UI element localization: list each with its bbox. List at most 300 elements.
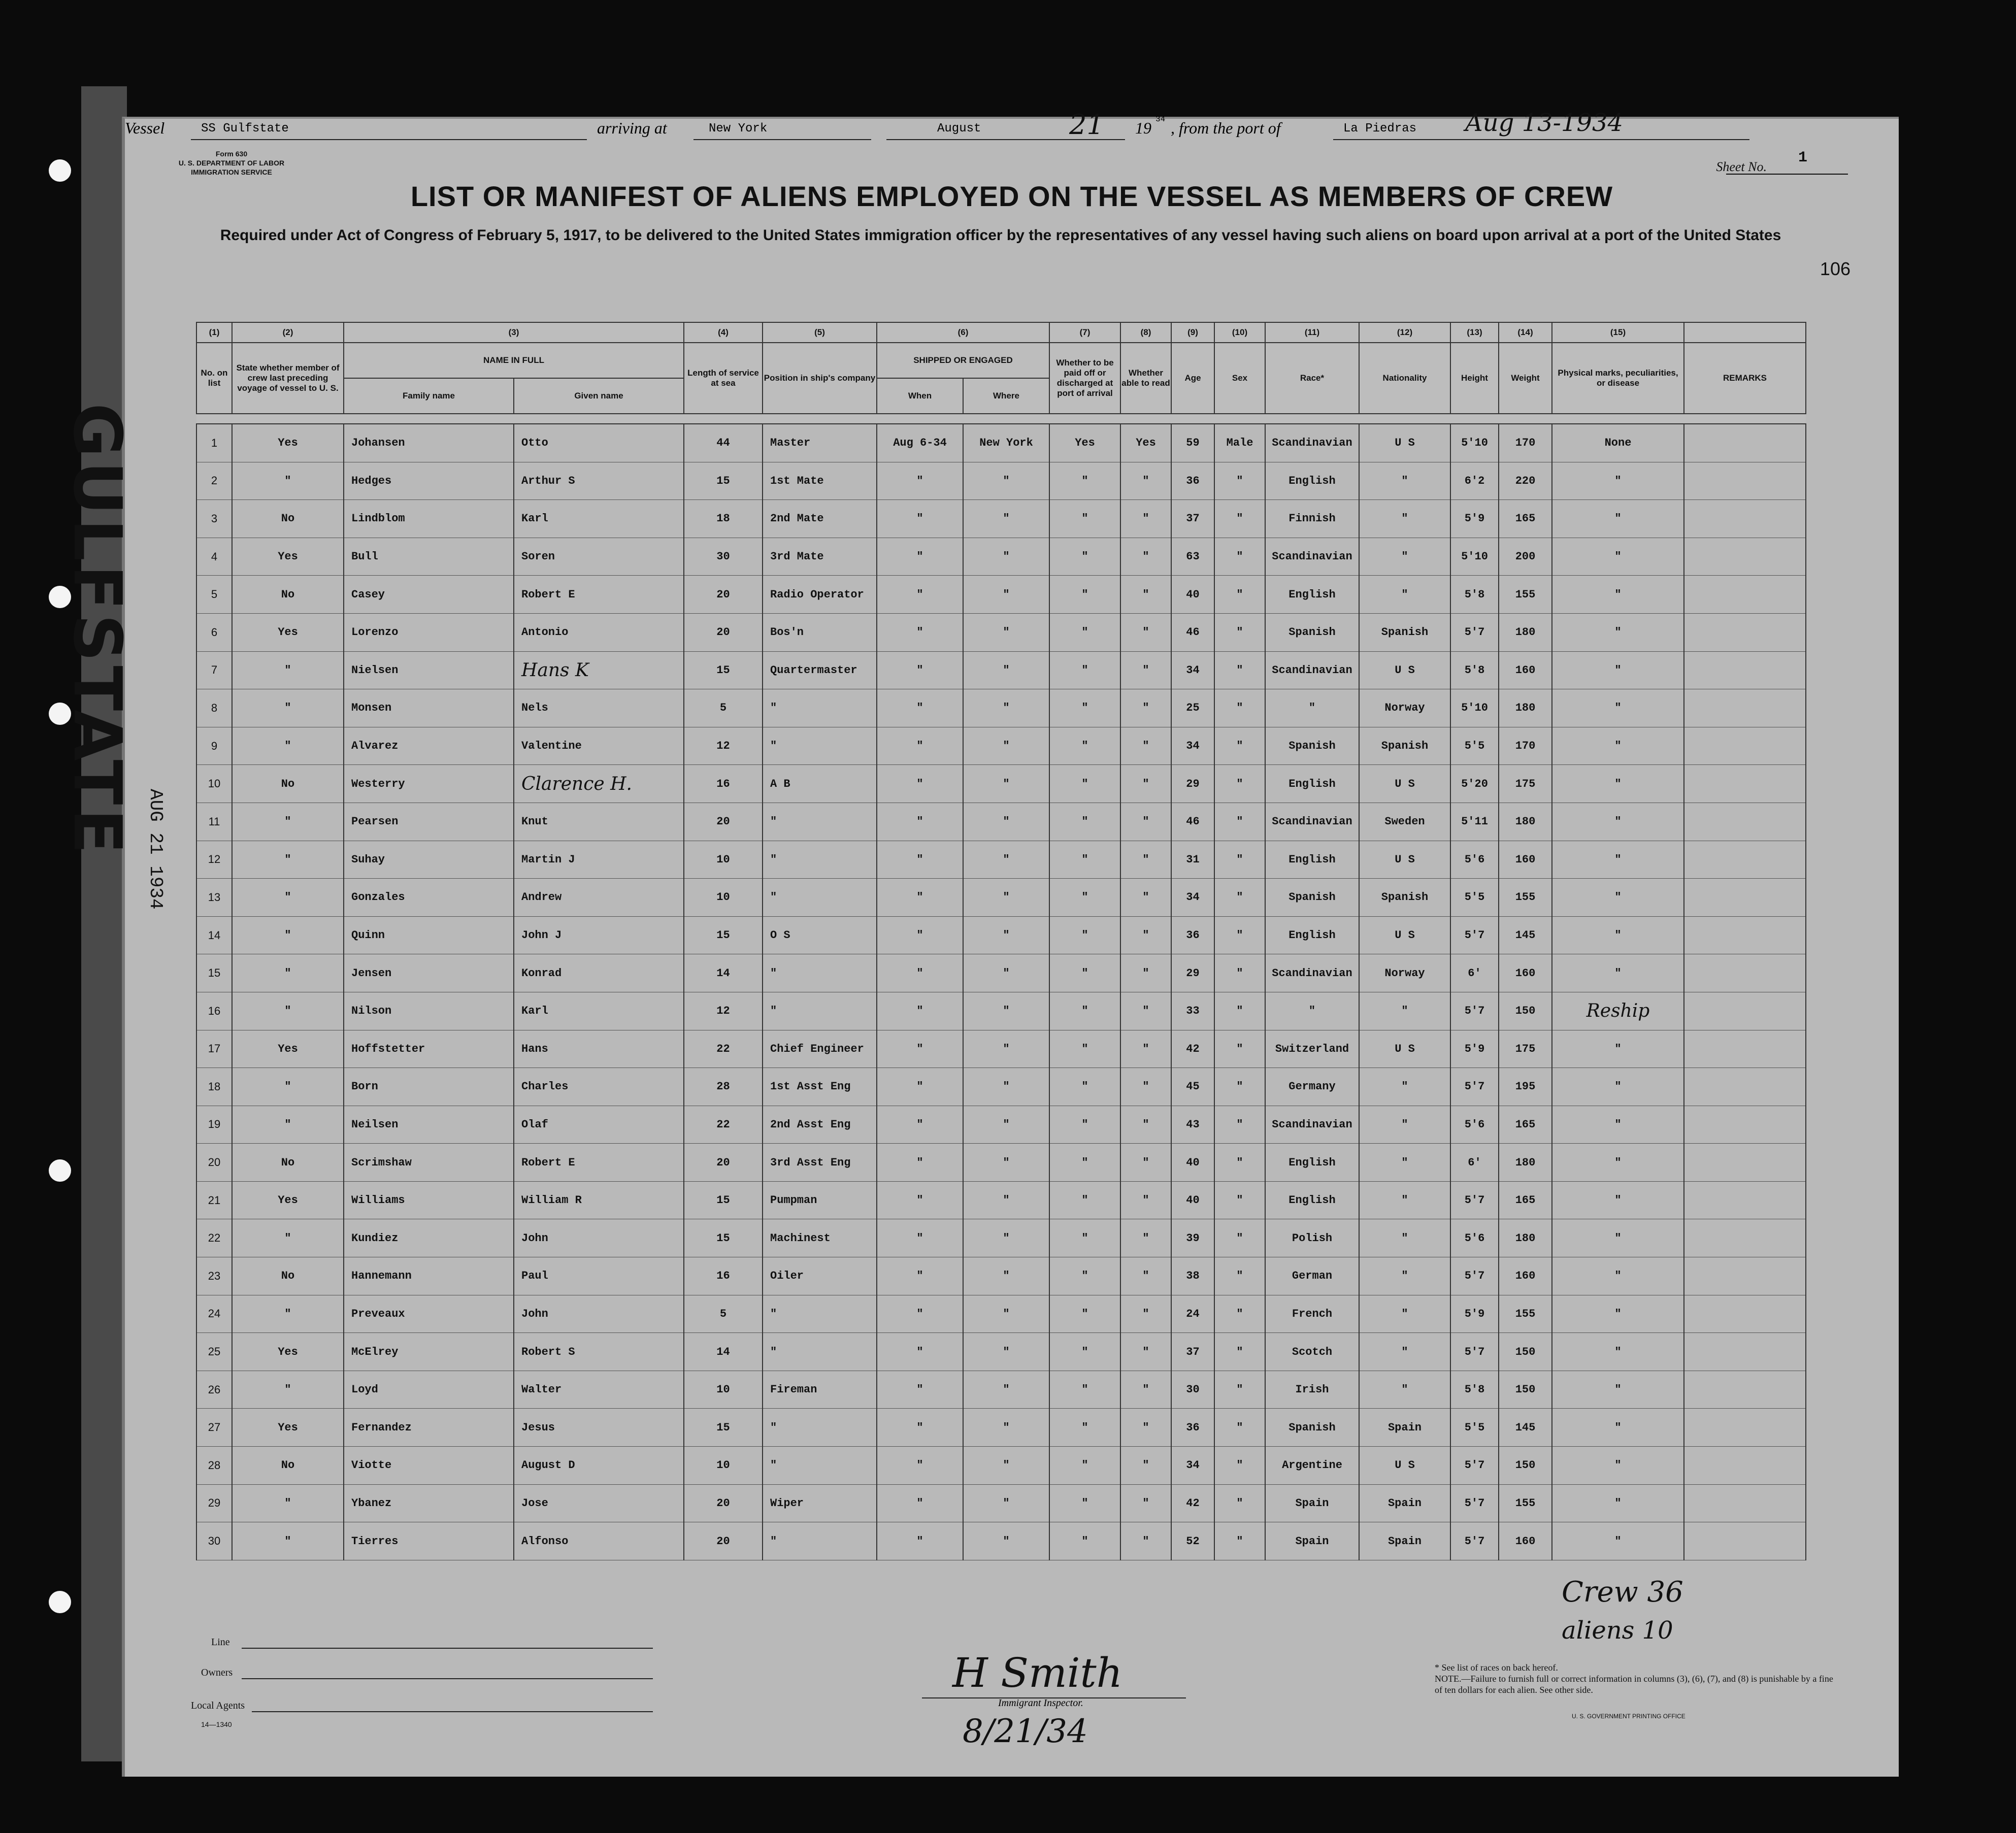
cell-length-of-service: 10 <box>684 841 763 879</box>
col15-number: (15) <box>1552 322 1684 343</box>
cell-height: 5'8 <box>1450 651 1499 689</box>
cell-remarks <box>1684 916 1806 954</box>
cell-position: 3rd Mate <box>763 538 877 576</box>
cell-height: 5'7 <box>1450 613 1499 651</box>
col9-number: (9) <box>1171 322 1214 343</box>
cell-family-name: Quinn <box>344 916 514 954</box>
cell-previous-voyage: " <box>232 462 344 500</box>
cell-position: Radio Operator <box>763 576 877 614</box>
cell-race: Scandinavian <box>1265 954 1359 992</box>
cell-paid-off: " <box>1049 879 1120 917</box>
cell-length-of-service: 15 <box>684 916 763 954</box>
cell-sex: " <box>1214 1409 1265 1447</box>
cell-previous-voyage: " <box>232 1295 344 1333</box>
cell-length-of-service: 12 <box>684 727 763 765</box>
crew-row <box>196 1068 1806 1106</box>
cell-able-to-read: " <box>1120 765 1171 803</box>
crew-rows <box>196 424 1806 1560</box>
cell-given-name: Charles <box>514 1068 684 1106</box>
cell-position: " <box>763 689 877 727</box>
cell-age: 31 <box>1171 841 1214 879</box>
cell-race: English <box>1265 765 1359 803</box>
cell-physical-marks: " <box>1552 1181 1684 1219</box>
cell-physical-marks: " <box>1552 879 1684 917</box>
cell-shipped-where: " <box>963 651 1049 689</box>
cell-age: 25 <box>1171 689 1214 727</box>
cell-sex: " <box>1214 992 1265 1030</box>
cell-remarks <box>1684 1371 1806 1409</box>
header-family-name: Family name <box>344 378 514 414</box>
punch-hole <box>49 159 71 182</box>
cell-nationality: Sweden <box>1359 803 1450 841</box>
cell-length-of-service: 20 <box>684 613 763 651</box>
arrival-month: August <box>937 122 981 136</box>
cell-physical-marks: " <box>1552 1257 1684 1295</box>
cell-weight: 150 <box>1499 1333 1552 1371</box>
cell-able-to-read: " <box>1120 1409 1171 1447</box>
form-number: Form 630 <box>215 150 248 158</box>
cell-shipped-where: " <box>963 689 1049 727</box>
crew-row <box>196 879 1806 917</box>
cell-height: 5'10 <box>1450 689 1499 727</box>
cell-sex: " <box>1214 1106 1265 1144</box>
cell-nationality: Spain <box>1359 1409 1450 1447</box>
cell-list-number: 3 <box>196 500 232 538</box>
cell-family-name: Born <box>344 1068 514 1106</box>
crew-row <box>196 1106 1806 1144</box>
cell-age: 40 <box>1171 576 1214 614</box>
cell-family-name: Nielsen <box>344 651 514 689</box>
cell-paid-off: " <box>1049 576 1120 614</box>
cell-family-name: Westerry <box>344 765 514 803</box>
cell-shipped-when: " <box>877 1257 963 1295</box>
vessel-name: SS Gulfstate <box>201 122 289 136</box>
cell-physical-marks: " <box>1552 1295 1684 1333</box>
cell-previous-voyage: " <box>232 879 344 917</box>
cell-list-number: 17 <box>196 1030 232 1068</box>
cell-race: German <box>1265 1257 1359 1295</box>
punch-hole <box>49 1591 71 1613</box>
form-code: 14—1340 <box>201 1720 232 1728</box>
crew-row <box>196 916 1806 954</box>
cell-shipped-when: " <box>877 1371 963 1409</box>
cell-physical-marks: " <box>1552 500 1684 538</box>
cell-remarks <box>1684 1219 1806 1257</box>
cell-shipped-where: " <box>963 1030 1049 1068</box>
cell-length-of-service: 16 <box>684 765 763 803</box>
cell-remarks <box>1684 841 1806 879</box>
cell-previous-voyage: Yes <box>232 613 344 651</box>
cell-remarks <box>1684 1144 1806 1182</box>
cell-sex: " <box>1214 1447 1265 1485</box>
cell-sex: " <box>1214 1219 1265 1257</box>
cell-sex: " <box>1214 1333 1265 1371</box>
cell-nationality: Spanish <box>1359 613 1450 651</box>
cell-remarks <box>1684 992 1806 1030</box>
cell-weight: 180 <box>1499 613 1552 651</box>
col3-number: (3) <box>344 322 684 343</box>
cell-position: Chief Engineer <box>763 1030 877 1068</box>
cell-shipped-when: " <box>877 803 963 841</box>
cell-remarks <box>1684 651 1806 689</box>
signature-date: 8/21/34 <box>963 1713 1088 1750</box>
cell-length-of-service: 5 <box>684 1295 763 1333</box>
cell-age: 42 <box>1171 1484 1214 1522</box>
cell-race: Scandinavian <box>1265 651 1359 689</box>
cell-sex: " <box>1214 576 1265 614</box>
cell-given-name: John <box>514 1219 684 1257</box>
cell-race: Irish <box>1265 1371 1359 1409</box>
aliens-count-note: aliens 10 <box>1562 1616 1673 1645</box>
cell-physical-marks: " <box>1552 462 1684 500</box>
vessel-underline <box>191 139 587 140</box>
cell-length-of-service: 10 <box>684 1447 763 1485</box>
cell-age: 37 <box>1171 1333 1214 1371</box>
cell-paid-off: " <box>1049 538 1120 576</box>
cell-family-name: Monsen <box>344 689 514 727</box>
cell-shipped-when: " <box>877 1522 963 1560</box>
header-nationality: Nationality <box>1359 343 1450 414</box>
cell-height: 5'7 <box>1450 916 1499 954</box>
cell-given-name: William R <box>514 1181 684 1219</box>
cell-paid-off: " <box>1049 1484 1120 1522</box>
cell-given-name: Walter <box>514 1371 684 1409</box>
cell-age: 34 <box>1171 879 1214 917</box>
cell-remarks <box>1684 1484 1806 1522</box>
cell-remarks <box>1684 538 1806 576</box>
cell-given-name: Valentine <box>514 727 684 765</box>
cell-list-number: 4 <box>196 538 232 576</box>
cell-able-to-read: " <box>1120 689 1171 727</box>
cell-age: 29 <box>1171 765 1214 803</box>
cell-nationality: " <box>1359 462 1450 500</box>
cell-family-name: Williams <box>344 1181 514 1219</box>
cell-shipped-where: " <box>963 1144 1049 1182</box>
cell-family-name: McElrey <box>344 1333 514 1371</box>
cell-physical-marks: " <box>1552 538 1684 576</box>
crew-row <box>196 841 1806 879</box>
col7-number: (7) <box>1049 322 1120 343</box>
cell-family-name: Hoffstetter <box>344 1030 514 1068</box>
crew-row <box>196 1295 1806 1333</box>
cell-previous-voyage: " <box>232 1219 344 1257</box>
cell-list-number: 18 <box>196 1068 232 1106</box>
cell-shipped-when: " <box>877 1106 963 1144</box>
cell-remarks <box>1684 1409 1806 1447</box>
cell-able-to-read: " <box>1120 1333 1171 1371</box>
col8-number: (8) <box>1120 322 1171 343</box>
cell-previous-voyage: Yes <box>232 538 344 576</box>
cell-paid-off: " <box>1049 803 1120 841</box>
cell-sex: " <box>1214 916 1265 954</box>
cell-family-name: Tierres <box>344 1522 514 1560</box>
crew-row <box>196 1447 1806 1485</box>
cell-position: 2nd Mate <box>763 500 877 538</box>
cell-paid-off: Yes <box>1049 424 1120 462</box>
cell-age: 59 <box>1171 424 1214 462</box>
cell-height: 5'11 <box>1450 803 1499 841</box>
cell-height: 5'7 <box>1450 1257 1499 1295</box>
cell-list-number: 11 <box>196 803 232 841</box>
cell-paid-off: " <box>1049 727 1120 765</box>
cell-given-name: Robert S <box>514 1333 684 1371</box>
header-physical-marks: Physical marks, peculiarities, or disease <box>1552 343 1684 414</box>
cell-shipped-when: " <box>877 1409 963 1447</box>
cell-list-number: 9 <box>196 727 232 765</box>
cell-height: 5'7 <box>1450 1447 1499 1485</box>
header-position: Position in ship's company <box>763 343 877 414</box>
cell-remarks <box>1684 803 1806 841</box>
cell-race: French <box>1265 1295 1359 1333</box>
cell-shipped-where: " <box>963 576 1049 614</box>
cell-family-name: Hedges <box>344 462 514 500</box>
cell-height: 5'5 <box>1450 879 1499 917</box>
cell-physical-marks: " <box>1552 916 1684 954</box>
cell-family-name: Hannemann <box>344 1257 514 1295</box>
cell-physical-marks: " <box>1552 1371 1684 1409</box>
header-paid-off: Whether to be paid off or discharged at port of arrival <box>1049 343 1120 414</box>
crew-row <box>196 1030 1806 1068</box>
cell-paid-off: " <box>1049 954 1120 992</box>
cell-weight: 165 <box>1499 1106 1552 1144</box>
cell-able-to-read: " <box>1120 613 1171 651</box>
cell-previous-voyage: Yes <box>232 424 344 462</box>
cell-height: 6' <box>1450 954 1499 992</box>
cell-given-name: Jose <box>514 1484 684 1522</box>
cell-shipped-when: " <box>877 1333 963 1371</box>
cell-age: 39 <box>1171 1219 1214 1257</box>
cell-family-name: Lindblom <box>344 500 514 538</box>
col12-number: (12) <box>1359 322 1450 343</box>
cell-paid-off: " <box>1049 1409 1120 1447</box>
cell-previous-voyage: No <box>232 1447 344 1485</box>
cell-position: Fireman <box>763 1371 877 1409</box>
cell-race: English <box>1265 576 1359 614</box>
cell-shipped-where: " <box>963 1295 1049 1333</box>
cell-list-number: 26 <box>196 1371 232 1409</box>
cell-height: 5'7 <box>1450 1484 1499 1522</box>
cell-able-to-read: " <box>1120 954 1171 992</box>
cell-shipped-where: " <box>963 613 1049 651</box>
cell-height: 5'9 <box>1450 500 1499 538</box>
cell-height: 5'8 <box>1450 576 1499 614</box>
cell-paid-off: " <box>1049 765 1120 803</box>
manifest-sheet <box>59 109 1899 1777</box>
cell-family-name: Preveaux <box>344 1295 514 1333</box>
cell-given-name: Otto <box>514 424 684 462</box>
col4-number: (4) <box>684 322 763 343</box>
cell-previous-voyage: " <box>232 1522 344 1560</box>
race-footnote: * See list of races on back hereof. <box>1435 1662 1558 1673</box>
cell-able-to-read: " <box>1120 500 1171 538</box>
cell-shipped-where: " <box>963 1181 1049 1219</box>
cell-able-to-read: " <box>1120 1068 1171 1106</box>
local-agents-label: Local Agents <box>191 1700 245 1711</box>
cell-list-number: 15 <box>196 954 232 992</box>
cell-race: Switzerland <box>1265 1030 1359 1068</box>
cell-physical-marks: " <box>1552 1447 1684 1485</box>
crew-row <box>196 462 1806 500</box>
cell-given-name: Andrew <box>514 879 684 917</box>
cell-list-number: 22 <box>196 1219 232 1257</box>
cell-length-of-service: 20 <box>684 1484 763 1522</box>
cell-weight: 200 <box>1499 538 1552 576</box>
cell-race: Spanish <box>1265 727 1359 765</box>
crew-row <box>196 1333 1806 1371</box>
cell-weight: 155 <box>1499 576 1552 614</box>
service-name: IMMIGRATION SERVICE <box>191 168 272 176</box>
cell-nationality: U S <box>1359 916 1450 954</box>
cell-previous-voyage: " <box>232 689 344 727</box>
cell-shipped-where: " <box>963 879 1049 917</box>
cell-physical-marks: " <box>1552 1522 1684 1560</box>
cell-remarks <box>1684 1181 1806 1219</box>
cell-paid-off: " <box>1049 1522 1120 1560</box>
cell-age: 42 <box>1171 1030 1214 1068</box>
cell-able-to-read: " <box>1120 1219 1171 1257</box>
cell-previous-voyage: Yes <box>232 1181 344 1219</box>
cell-shipped-where: " <box>963 765 1049 803</box>
printer-imprint: U. S. GOVERNMENT PRINTING OFFICE <box>1572 1713 1685 1720</box>
cell-physical-marks: " <box>1552 1144 1684 1182</box>
cell-family-name: Bull <box>344 538 514 576</box>
cell-length-of-service: 22 <box>684 1106 763 1144</box>
cell-remarks <box>1684 1333 1806 1371</box>
cell-length-of-service: 10 <box>684 879 763 917</box>
cell-family-name: Johansen <box>344 424 514 462</box>
cell-length-of-service: 15 <box>684 651 763 689</box>
cell-physical-marks: " <box>1552 765 1684 803</box>
crew-row <box>196 500 1806 538</box>
cell-position: " <box>763 992 877 1030</box>
cell-remarks <box>1684 1106 1806 1144</box>
cell-sex: " <box>1214 1257 1265 1295</box>
cell-position: O S <box>763 916 877 954</box>
cell-family-name: Neilsen <box>344 1106 514 1144</box>
cell-shipped-where: " <box>963 1106 1049 1144</box>
cell-physical-marks: " <box>1552 651 1684 689</box>
cell-age: 36 <box>1171 916 1214 954</box>
cell-given-name: Clarence H. <box>514 765 684 803</box>
cell-physical-marks: " <box>1552 1106 1684 1144</box>
cell-able-to-read: " <box>1120 462 1171 500</box>
cell-position: Bos'n <box>763 613 877 651</box>
cell-list-number: 7 <box>196 651 232 689</box>
cell-family-name: Pearsen <box>344 803 514 841</box>
cell-shipped-when: " <box>877 1219 963 1257</box>
cell-shipped-where: " <box>963 954 1049 992</box>
cell-sex: " <box>1214 765 1265 803</box>
cell-previous-voyage: Yes <box>232 1333 344 1371</box>
cell-previous-voyage: " <box>232 727 344 765</box>
cell-remarks <box>1684 1295 1806 1333</box>
cell-race: English <box>1265 1181 1359 1219</box>
cell-shipped-when: " <box>877 576 963 614</box>
cell-nationality: Spanish <box>1359 727 1450 765</box>
cell-shipped-when: Aug 6-34 <box>877 424 963 462</box>
cell-able-to-read: " <box>1120 1447 1171 1485</box>
cell-able-to-read: " <box>1120 576 1171 614</box>
cell-race: Spain <box>1265 1522 1359 1560</box>
cell-height: 5'6 <box>1450 1106 1499 1144</box>
cell-physical-marks: " <box>1552 954 1684 992</box>
cell-race: Spanish <box>1265 879 1359 917</box>
cell-able-to-read: " <box>1120 1295 1171 1333</box>
header-shipped-engaged: SHIPPED OR ENGAGED <box>877 343 1049 378</box>
cell-weight: 150 <box>1499 992 1552 1030</box>
cell-list-number: 10 <box>196 765 232 803</box>
cell-shipped-when: " <box>877 1181 963 1219</box>
cell-shipped-when: " <box>877 765 963 803</box>
cell-nationality: " <box>1359 1068 1450 1106</box>
cell-age: 45 <box>1171 1068 1214 1106</box>
cell-family-name: Casey <box>344 576 514 614</box>
cell-family-name: Loyd <box>344 1371 514 1409</box>
cell-previous-voyage: " <box>232 1106 344 1144</box>
cell-weight: 145 <box>1499 916 1552 954</box>
cell-remarks <box>1684 613 1806 651</box>
cell-position: Quartermaster <box>763 651 877 689</box>
col13-number: (13) <box>1450 322 1499 343</box>
cell-position: A B <box>763 765 877 803</box>
cell-sex: " <box>1214 689 1265 727</box>
cell-previous-voyage: No <box>232 765 344 803</box>
cell-position: " <box>763 1447 877 1485</box>
cell-nationality: " <box>1359 1219 1450 1257</box>
cell-position: Master <box>763 424 877 462</box>
cell-family-name: Ybanez <box>344 1484 514 1522</box>
cell-length-of-service: 15 <box>684 462 763 500</box>
cell-weight: 180 <box>1499 689 1552 727</box>
cell-given-name: Karl <box>514 992 684 1030</box>
from-port-label: , from the port of <box>1171 119 1281 137</box>
cell-sex: " <box>1214 1181 1265 1219</box>
form-identifier <box>155 149 308 177</box>
header-list-number: No. on list <box>196 343 232 414</box>
crew-row <box>196 1409 1806 1447</box>
cell-paid-off: " <box>1049 1333 1120 1371</box>
cell-height: 5'8 <box>1450 1371 1499 1409</box>
cell-weight: 170 <box>1499 424 1552 462</box>
cell-family-name: Nilson <box>344 992 514 1030</box>
sheet-number-value: 1 <box>1798 149 1807 166</box>
cell-sex: " <box>1214 1030 1265 1068</box>
cell-remarks <box>1684 1257 1806 1295</box>
cell-race: Argentine <box>1265 1447 1359 1485</box>
header-sex: Sex <box>1214 343 1265 414</box>
cell-physical-marks: " <box>1552 803 1684 841</box>
cell-family-name: Fernandez <box>344 1409 514 1447</box>
cell-physical-marks: " <box>1552 727 1684 765</box>
cell-given-name: Martin J <box>514 841 684 879</box>
cell-height: 5'7 <box>1450 1068 1499 1106</box>
cell-shipped-where: " <box>963 1333 1049 1371</box>
cell-length-of-service: 20 <box>684 803 763 841</box>
crew-row <box>196 538 1806 576</box>
cell-remarks <box>1684 879 1806 917</box>
cell-previous-voyage: " <box>232 1484 344 1522</box>
cell-nationality: Spain <box>1359 1484 1450 1522</box>
crew-table <box>196 322 1806 1560</box>
cell-weight: 155 <box>1499 1484 1552 1522</box>
cell-physical-marks: " <box>1552 841 1684 879</box>
cell-paid-off: " <box>1049 689 1120 727</box>
cell-remarks <box>1684 1068 1806 1106</box>
cell-given-name: Alfonso <box>514 1522 684 1560</box>
cell-nationality: " <box>1359 1333 1450 1371</box>
cell-position: 3rd Asst Eng <box>763 1144 877 1182</box>
cell-shipped-where: " <box>963 1409 1049 1447</box>
